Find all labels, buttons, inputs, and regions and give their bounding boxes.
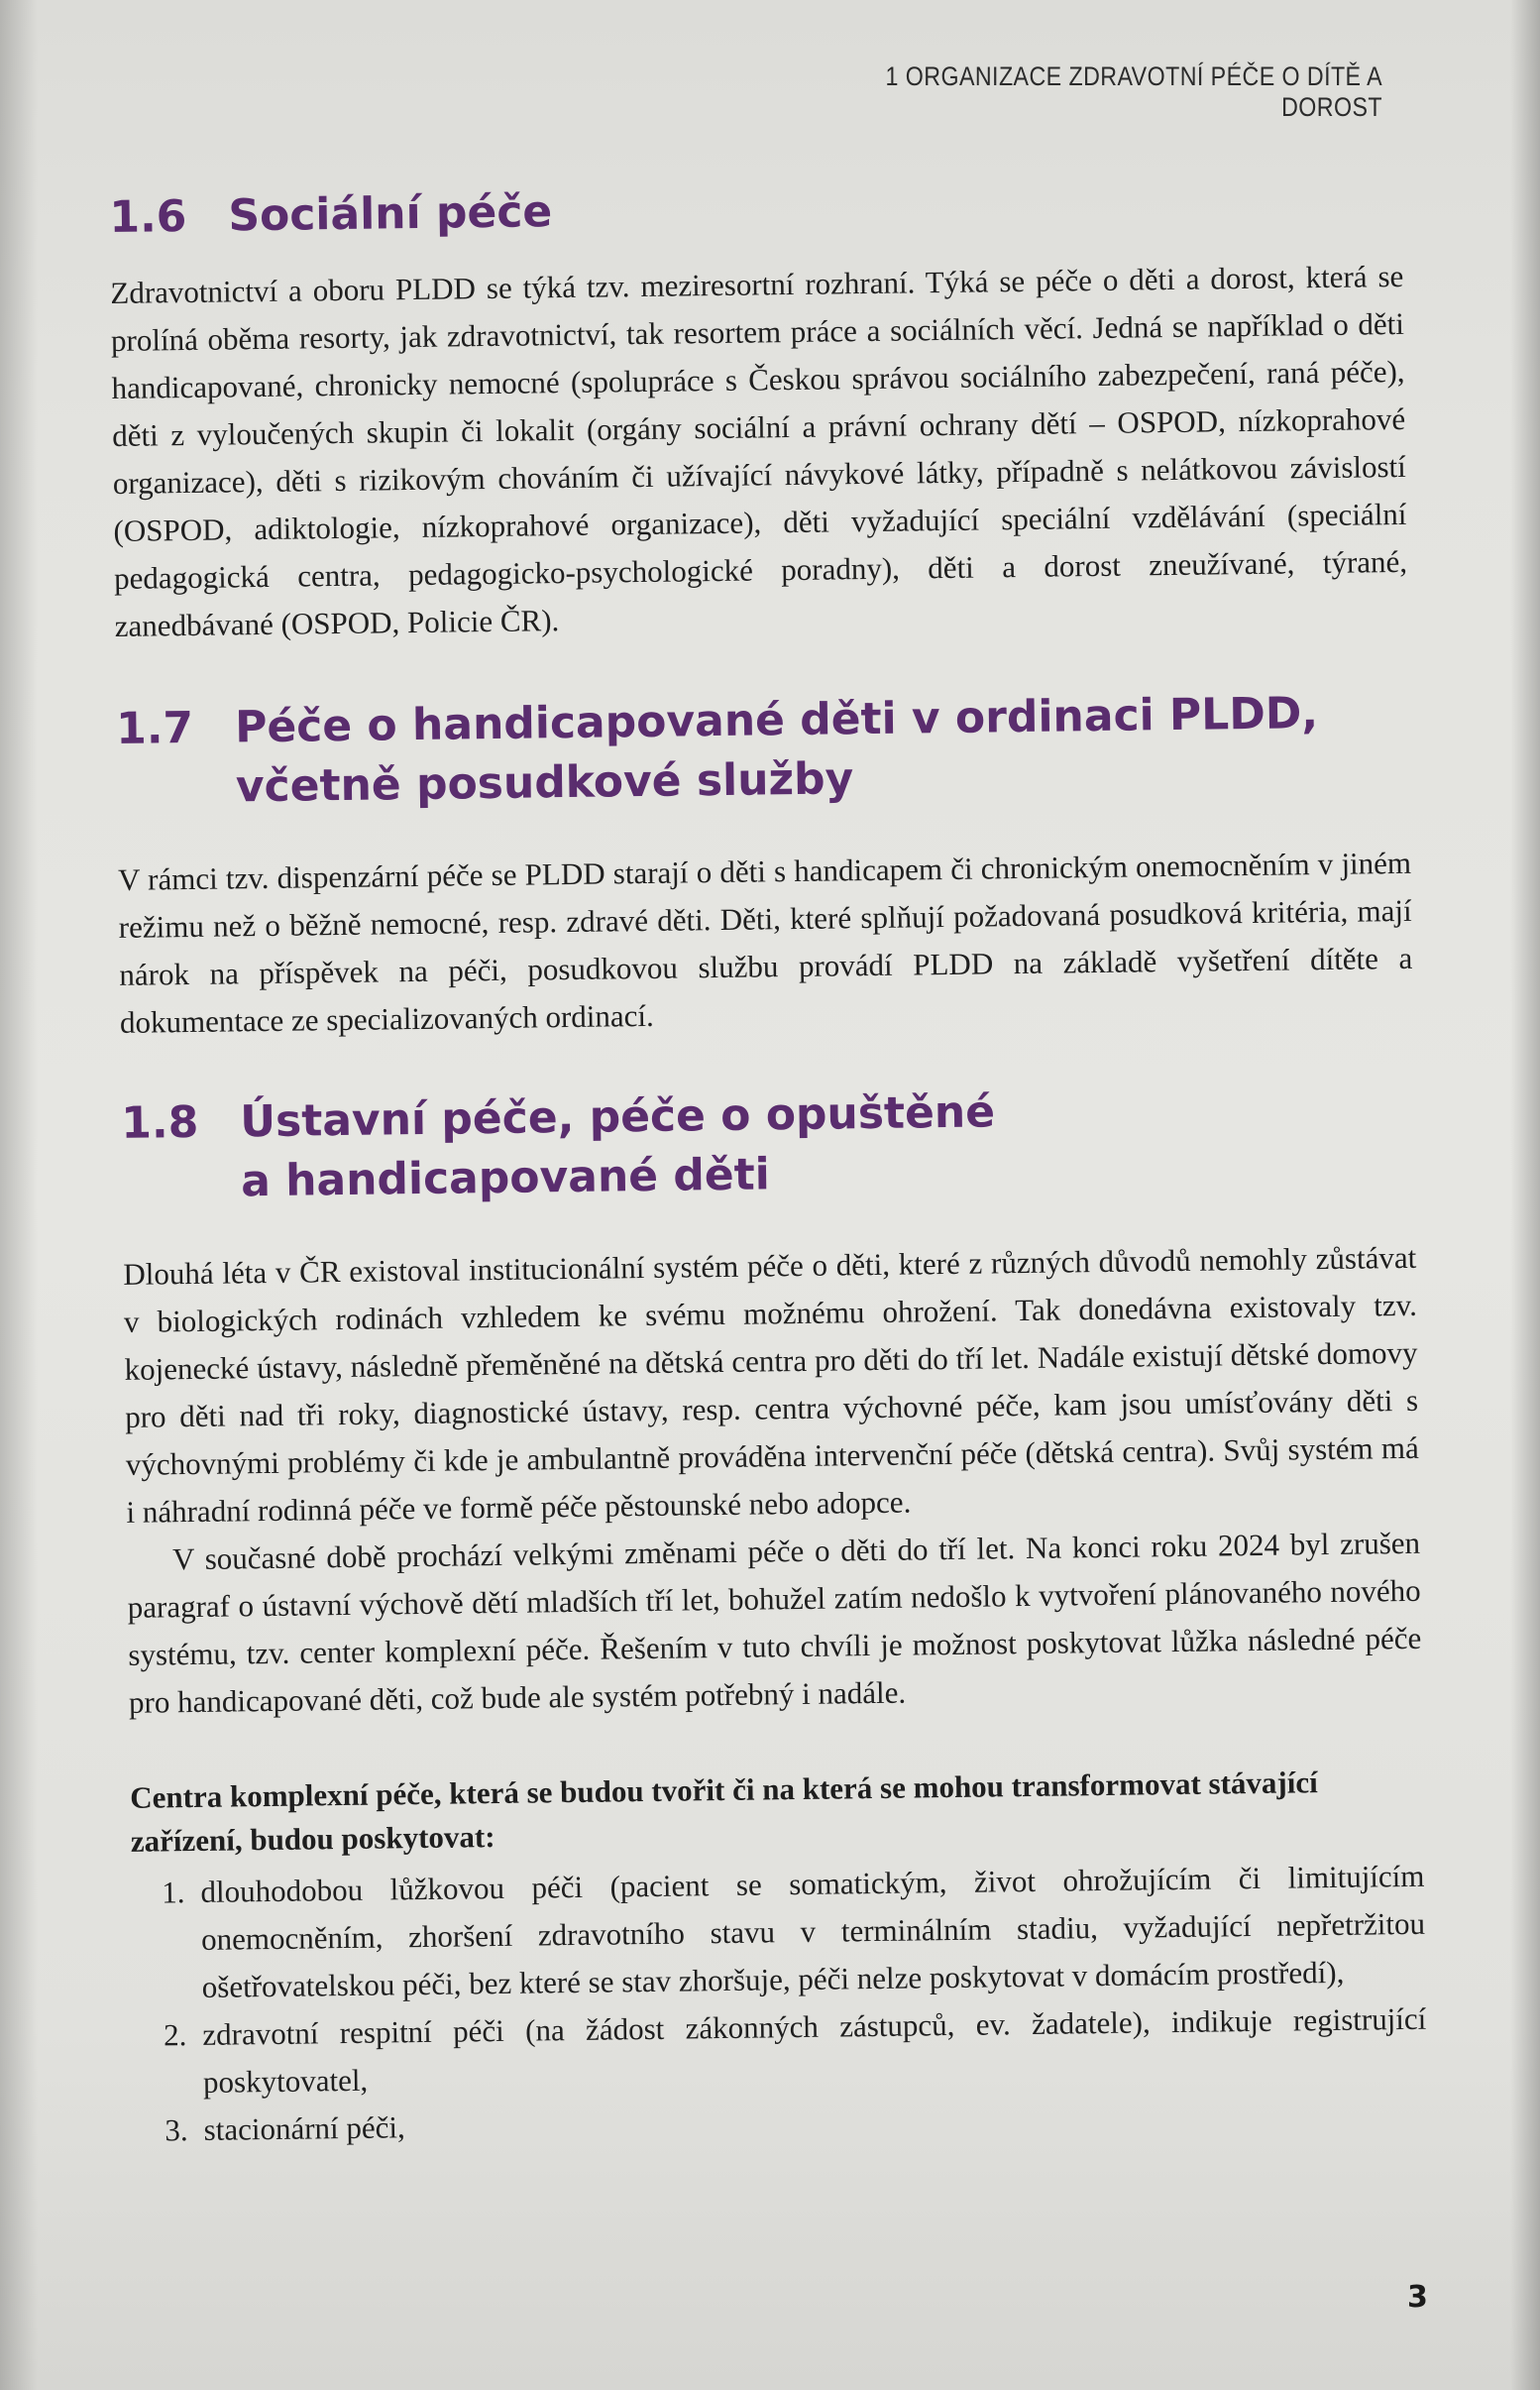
section-1-7 bbox=[116, 683, 1413, 1047]
section-number: 1.6 bbox=[109, 190, 187, 243]
body-paragraph: Zdravotnictví a oboru PLDD se týká tzv. meziresortní rozhraní. Týká se péče o děti a dorost, která se prolíná oběma resorty, jak zdravotnictví, tak resortem práce a sociálních věcí. Jedná se například o děti handicapované, chronicky nemocné (spolupráce s Českou správou sociálního zabezpečení, raná péče), děti z vyloučených skupin či lokalit (orgány sociální a právní ochrany dětí – OSPOD, nízkoprahové organizace), děti s rizikovým chováním či užívající návykové látky, případně s nelátkovou závislostí (OSPOD, adiktologie, nízkoprahové organizace), děti vyžadující speciální vzdělávání (speciální pedagogická centra, pedagogicko-psychologické poradny), děti a dorost zneužívané, týrané, zanedbávané (OSPOD, Policie ČR). bbox=[110, 258, 1408, 643]
section-1-6 bbox=[109, 171, 1408, 650]
section-number: 1.8 bbox=[121, 1096, 199, 1149]
list-item-number: 3. bbox=[165, 2112, 188, 2148]
section-title: Ústavní péče, péče o opuštěné a handicapované děti bbox=[240, 1086, 996, 1207]
page-content bbox=[109, 171, 1428, 2155]
body-paragraph: Dlouhá léta v ČR existoval institucionální systém péče o děti, které z různých důvodů nemohly zůstávat v biologických rodinách vzhledem ke svému možnému ohrožení. Tak donedávna existovaly tzv. kojenecké ústavy, následně přeměněné na dětská centra pro děti do tří let. Nadále existují dětské domovy pro děti nad tři roky, diagnostické ústavy, resp. centra výchovné péče, kam jsou umísťovány děti s výchovnými problémy či kde je ambulantně prováděna intervenční péče (dětská centra). Svůj systém má i náhradní rodinná péče ve formě péče pěstounské nebo adopce. bbox=[123, 1239, 1419, 1530]
list-intro: Centra komplexní péče, která se budou tvořit či na která se mohou transformovat stávající zařízení, budou poskytovat: bbox=[130, 1764, 1318, 1859]
page-edge-shadow bbox=[1510, 0, 1540, 2390]
list-item-number: 1. bbox=[162, 1875, 185, 1910]
list-item bbox=[133, 1995, 1427, 2107]
section-title: Sociální péče bbox=[228, 186, 553, 242]
list-item-text: zdravotní respitní péči (na žádost zákonných zástupců, ev. žadatele), indikuje registrující poskytovatel, bbox=[202, 2000, 1427, 2100]
section-title: Péče o handicapované děti v ordinaci PLDD, včetně posudkové služby bbox=[234, 688, 1319, 813]
running-head: 1 ORGANIZACE ZDRAVOTNÍ PÉČE O DÍTĚ A DOROST bbox=[885, 61, 1382, 122]
section-heading bbox=[116, 683, 1410, 819]
list-item bbox=[131, 1853, 1426, 2012]
page-number: 3 bbox=[1407, 2280, 1428, 2315]
list-item-number: 2. bbox=[163, 2017, 187, 2053]
section-heading bbox=[121, 1078, 1415, 1213]
body-paragraph: V současné době prochází velkými změnami péče o děti do tří let. Na konci roku 2024 byl zrušen paragraf o ústavní výchově dětí mladších tří let, bohužel zatím nedošlo k vytvoření plánovaného nového systému, tzv. center komplexní péče. Řešením v tuto chvíli je možnost poskytovat lůžka následné péče pro handicapované děti, což bude ale systém potřebný i nadále. bbox=[127, 1525, 1422, 1720]
body-paragraph: V rámci tzv. dispenzární péče se PLDD starají o děti s handicapem či chronickým onemocněním v jiném režimu než o běžně nemocné, resp. zdravé děti. Děti, které splňují požadovaná posudková kritéria, mají nárok na příspěvek na péči, posudkovou službu provádí PLDD na základě vyšetření dítěte a dokumentace ze specializovaných ordinací. bbox=[117, 845, 1413, 1040]
page-gutter-shadow bbox=[0, 0, 38, 2390]
list-item-text: dlouhodobou lůžkovou péči (pacient se somatickým, život ohrožujícím či limitujícím onemocněním, zhoršení zdravotního stavu v terminálním stadiu, vyžadující nepřetržitou ošetřovatelskou péči, bez které se stav zhoršuje, péči nelze poskytovat v domácím prostředí), bbox=[200, 1858, 1426, 2004]
section-heading bbox=[109, 171, 1403, 248]
numbered-list bbox=[131, 1853, 1428, 2155]
section-number: 1.7 bbox=[115, 702, 194, 754]
list-item-text: stacionární péči, bbox=[203, 2109, 405, 2147]
section-1-8 bbox=[121, 1078, 1428, 2155]
